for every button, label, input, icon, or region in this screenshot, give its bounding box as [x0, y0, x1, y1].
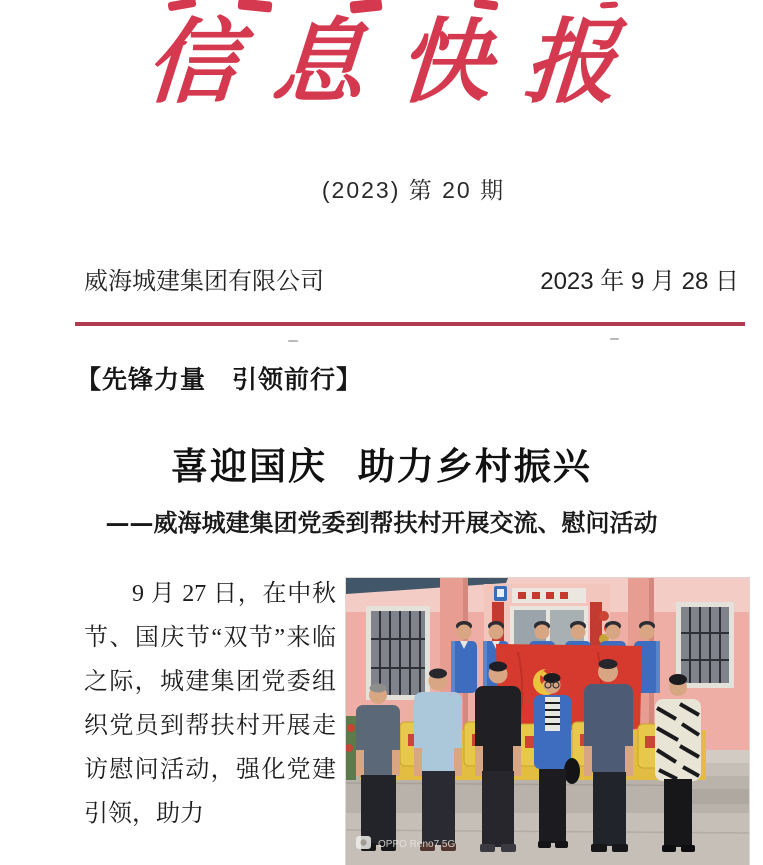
article-body [84, 572, 749, 850]
photo-person-villager [356, 684, 400, 852]
publication-date: 2023 年 9 月 28 日 [540, 268, 739, 295]
photo-foliage [346, 716, 356, 780]
masthead-divider-rule [75, 322, 745, 326]
article-body-text: 9 月 27 日，在中秋节、国庆节“双节”来临之际，城建集团党委组织党员到帮扶村开展走访慰问活动，强化党建引领，助力 [84, 581, 336, 827]
scan-speck [610, 338, 619, 340]
publication-info-row [84, 261, 739, 296]
scan-speck [288, 340, 298, 342]
watermark-label: OPPO Reno7 5G [378, 839, 456, 850]
issue-number: (2023) 第 20 期 [321, 177, 506, 203]
photo-window [676, 602, 734, 688]
article-title: 喜迎国庆 助力乡村振兴 [171, 444, 592, 488]
masthead-title: 信息快报 [142, 8, 655, 116]
organization-name: 威海城建集团有限公司 [84, 268, 324, 295]
photo-gift-bags [360, 722, 706, 780]
column-section-header: 【先锋力量 引领前行】 [76, 366, 363, 394]
group-photo [346, 578, 749, 865]
group-photo-illustration [346, 578, 749, 865]
article-subtitle: ——威海城建集团党委到帮扶村开展交流、慰问活动 [105, 508, 658, 537]
